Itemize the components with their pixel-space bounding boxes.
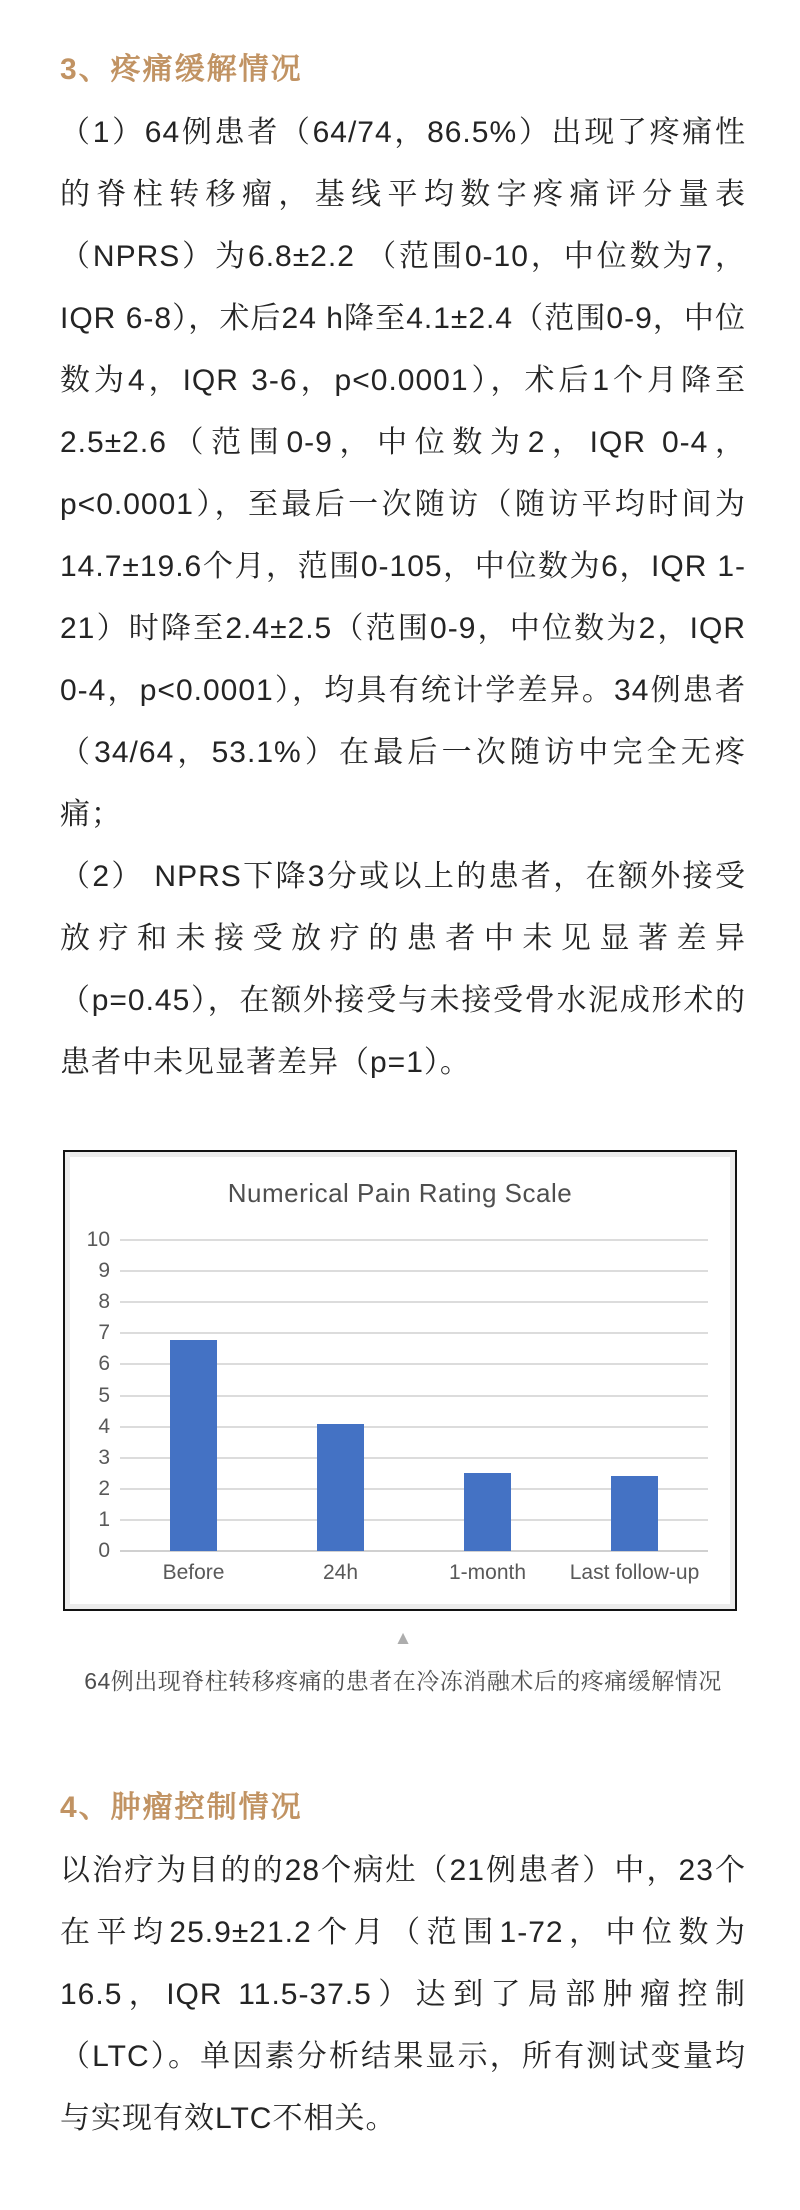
gridline-y-8 bbox=[120, 1301, 708, 1303]
article-page bbox=[0, 44, 800, 2150]
bar-last-follow-up bbox=[611, 1476, 658, 1551]
section-4-heading: 4、肿瘤控制情况 bbox=[60, 1791, 303, 1824]
bar-before bbox=[170, 1340, 217, 1551]
plot-area bbox=[120, 1240, 708, 1551]
y-tick-label-6: 6 bbox=[98, 1352, 110, 1376]
y-tick-label-8: 8 bbox=[98, 1290, 110, 1314]
nprs-bar-chart bbox=[63, 1150, 737, 1611]
triangle-up-icon: ▲ bbox=[393, 1628, 413, 1649]
figure-caption: 64例出现脊柱转移疼痛的患者在冷冻消融术后的疼痛缓解情况 bbox=[84, 1668, 722, 1694]
section-4-paragraph-1: 以治疗为目的的28个病灶（21例患者）中，23个在平均25.9±21.2个月（范围1-72，中位数为16.5，IQR 11.5-37.5）达到了局部肿瘤控制（LTC）。单因素分析结果显示，所有测试变量均与实现有效LTC不相关。 bbox=[60, 1854, 746, 2135]
chart-title: Numerical Pain Rating Scale bbox=[227, 1178, 573, 1208]
gridline-y-7 bbox=[120, 1332, 708, 1334]
y-tick-label-3: 3 bbox=[98, 1445, 110, 1469]
section-3-paragraph-2: （2） NPRS下降3分或以上的患者，在额外接受放疗和未接受放疗的患者中未见显著差异（p=0.45），在额外接受与未接受骨水泥成形术的患者中未见显著差异（p=1）。 bbox=[60, 860, 746, 1079]
x-tick-label-24h: 24h bbox=[322, 1561, 359, 1584]
section-3-paragraph-1: （1）64例患者（64/74，86.5%）出现了疼痛性的脊柱转移瘤，基线平均数字疼痛评分量表（NPRS）为6.8±2.2 （范围0-10，中位数为7，IQR 6-8），术后24 h降至4.1±2.4（范围0-9，中位数为4，IQR 3-6，p<0.0001），术后1个月降至2.5±2.6（范围0-9，中位数为2，IQR 0-4，p<0.0001），至最后一次随访（随访平均时间为14.7±19.6个月，范围0-105，中位数为6，IQR 1-21）时降至2.4±2.5（范围0-9，中位数为2，IQR 0-4，p<0.0001），均具有统计学差异。34例患者（34/64，53.1%）在最后一次随访中完全无疼痛； bbox=[60, 116, 746, 831]
x-tick-label-before: Before bbox=[162, 1561, 225, 1584]
y-tick-label-10: 10 bbox=[86, 1228, 110, 1251]
bar-1-month bbox=[464, 1473, 511, 1551]
x-axis-tick-labels bbox=[120, 1561, 708, 1591]
y-tick-label-9: 9 bbox=[98, 1259, 110, 1283]
gridline-y-9 bbox=[120, 1270, 708, 1272]
y-tick-label-2: 2 bbox=[98, 1476, 110, 1500]
bar-24h bbox=[317, 1424, 364, 1552]
x-tick-label-1-month: 1-month bbox=[448, 1561, 527, 1584]
y-axis-tick-labels bbox=[65, 1228, 110, 1562]
gridline-y-10 bbox=[120, 1239, 708, 1241]
y-tick-label-0: 0 bbox=[98, 1539, 110, 1562]
y-tick-label-4: 4 bbox=[98, 1414, 110, 1438]
x-tick-label-last-follow-up: Last follow-up bbox=[569, 1561, 700, 1584]
y-tick-label-7: 7 bbox=[98, 1321, 110, 1345]
y-tick-label-1: 1 bbox=[98, 1507, 110, 1531]
section-3-heading: 3、疼痛缓解情况 bbox=[60, 53, 303, 86]
y-tick-label-5: 5 bbox=[98, 1383, 110, 1407]
nprs-chart-figure bbox=[60, 1150, 746, 1696]
